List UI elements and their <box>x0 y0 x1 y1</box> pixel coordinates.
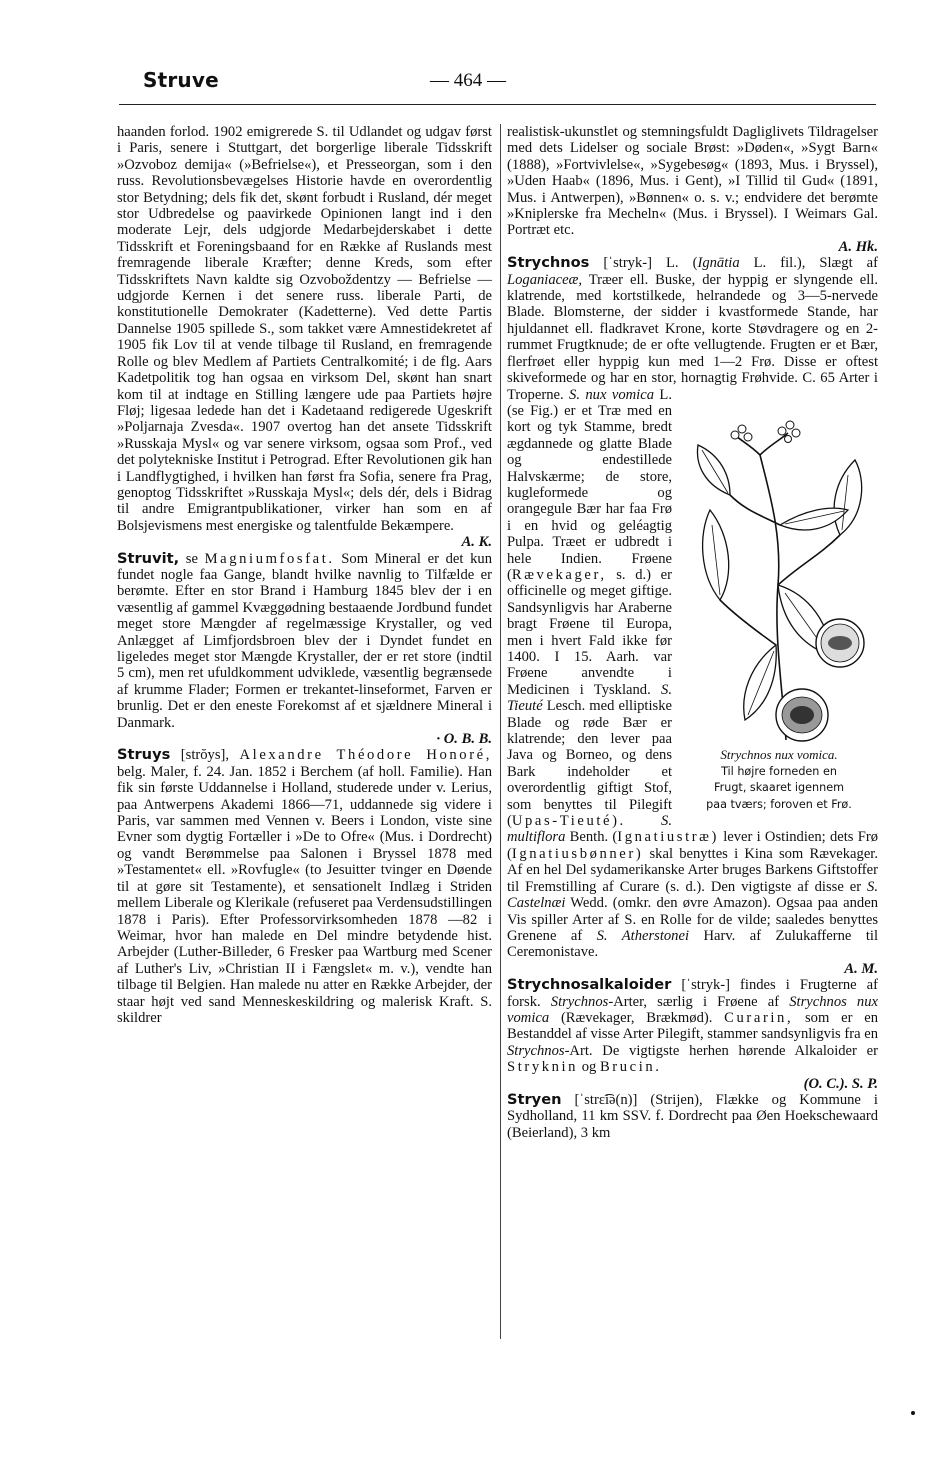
entry-text: Loganiaceæ, <box>507 271 582 288</box>
person-name: Alexandre Théodore Honoré, <box>239 747 492 764</box>
entry-text: Strychnos <box>507 1042 565 1059</box>
cross-reference: Rævekager, <box>511 566 607 583</box>
entry-strychnosalkaloider <box>507 977 878 1075</box>
spaced-term: Upas-Tieuté). <box>511 813 626 830</box>
entry-text: (Rævekager, Brækmød). <box>549 1009 725 1026</box>
right-column <box>507 124 878 1141</box>
entry-text: S. Tieuté <box>507 681 672 715</box>
headword-struys: Struys <box>117 746 171 764</box>
entry-text: lever i Ostindien; dets Frø ( <box>507 829 878 862</box>
strychnos-figure <box>680 387 878 813</box>
entry-text: S. multiflora <box>507 813 672 846</box>
author-signature: A. K. <box>461 534 492 551</box>
spaced-term: Curarin, <box>724 1009 794 1026</box>
entry-text: Strychnos nux vomica <box>507 993 878 1026</box>
entry-text: Ignātia <box>697 255 740 272</box>
author-signature: (O. C.). S. P. <box>803 1075 878 1092</box>
spaced-term: Stryknin <box>507 1059 579 1076</box>
headword-stryen: Stryen <box>507 1090 562 1108</box>
figure-caption-line: Til højre forneden en <box>721 764 837 778</box>
entry-text: Harv. af Zulukafferne til Ceremonistave. <box>507 927 878 961</box>
figure-caption-line: paa tværs; foroven et Frø. <box>706 797 852 811</box>
pronunciation: [strŏys], <box>170 747 240 764</box>
running-head-word: Struve <box>143 68 219 92</box>
spaced-term: Ignatiustræ) <box>617 829 719 846</box>
header-rule <box>119 104 876 105</box>
entry-text <box>626 813 661 829</box>
entry-text: realistisk-ukunstlet og stemningsfuldt Dagliglivets Tildragelser med dets Lidelser og sociale Brøst: »Døden«, »Sygt Barn« (1888), »Fortvivlelse«, »Sygebesøg« (1893, Mus. i Bryssel), »Uden Haab« (1896, Mus. i Gent), »I Tillid til Gud« (1891, Mus. i Antwerpen), »Bønnen« o. s. v.; endvidere det berømte »Kniplerske fra Mecheln« (Mus. i Bryssel). I Weimars Gal. Portræt etc. <box>507 124 878 239</box>
column-divider <box>500 124 501 1339</box>
entry-text: og <box>578 1059 600 1076</box>
cross-reference: Magniumfosfat. <box>204 550 335 567</box>
author-signature: A. M. <box>844 960 878 977</box>
strychnos-plant-illustration <box>690 415 868 747</box>
entry-text: -Art. De vigtigste herhen hørende Alkaloider er <box>564 1042 878 1059</box>
entry-text: Træer ell. Buske, der hyppig er slyngende ell. klatrende, med kortstilkede, helrandede og 3—5-nervede Blade. Blomsterne, der sidder i kvastformede Stande, har hjuldannet ell. fladkravet Krone, korte Støvdragere og en 2-rummet Frugtknude; de er ofte vellugtende. Frugten er et Bær, flerfrøet eller hyppig kun med 1—2 Frø. Disse er oftest skiveformede og har en stor, hornagtig Frøhvide. C. 65 Arter i Troperne. <box>507 271 878 403</box>
author-signature: · O. B. B. <box>436 731 492 748</box>
entry-text: Lesch. med elliptiske Blade og røde Bær er klatrende; den lever paa Java og Borneo, og dens Bark indeholder et overordentlig giftigt Stof, som benyttes til Pilegift ( <box>507 698 672 830</box>
spaced-term: Brucin. <box>599 1059 662 1076</box>
headword-struvit: Struvit, <box>117 549 180 567</box>
author-signature: A. Hk. <box>838 238 878 255</box>
entry-text: Benth. ( <box>565 829 618 846</box>
entry-struvit <box>117 551 492 731</box>
entry-text: [ˈstrɛ͡iə(n)] (Strijen), Flække og Kommune i Sydholland, 11 km SSV. f. Dordrecht paa Øen Hoekschewaard (Beierland), 3 km <box>507 1091 878 1141</box>
entry-text: som er en Bestanddel af visse Arter Pilegift, stammer sandsynligvis fra en <box>507 1009 878 1043</box>
figure-caption <box>706 746 852 811</box>
entry-text: L. (se Fig.) er et Træ med en kort og tyk Stamme, bredt ægdannede og glatte Blade og endestillede Halvskærme; de store, kugleformede og orangegule Bær har faa Frø i en hvid og geléagtig Pulpa. Træet er udbredt i hele Indien. Frøene ( <box>507 386 672 583</box>
entry-text: belg. Maler, f. 24. Jan. 1852 i Berchem (af holl. Familie). Han fik sin første Uddannelse i Holland, studerede under v. Lerius, paa Antwerpens Akademi 1866—71, uddannede sig videre i Paris, var sammen med Vennen v. Beers i London, viste sine Evner som dygtig Fortæller i »De to Ofre« (Mus. i Dordrecht) og vandt Berømmelse paa Salonen i Bryssel 1878 med »Testamentet« ell. »Rovfugle« (to Jesuitter tvinger en Døende til at gøre sit Testamente), et sensationelt Indlæg i Striden mellem Liberale og Klerikale (refuseret paa Verdensudstillingen 1878 i Paris). Efter Professorvirksomheden 1878 —82 i Weimar, hvor han malede en Del mindre betydende hist. Arbejder (Luther-Billeder, 6 Fresker paa Wartburg med Scener af Luther's Liv, »Christian II i Fængslet« m. v.), vendte han tilbage til Belgien. Han malede nu atter en Række Arbejder, der staar højt ved sand Menneskeskildring og malerisk Kraft. S. skildrer <box>117 763 492 1026</box>
entry-text: S. Castelnæi <box>507 878 878 912</box>
headword-strychnosalkaloider: Strychnosalkaloider <box>507 976 672 994</box>
entry-text: Som Mineral er det kun fundet nogle faa Gange, blandt hvilke navnlig to Tilfælde er berømte. Efter en stor Brand i Hamburg 1845 blev der i en væsentlig af gammel Kvæggødning bestaaende Jordbund fundet meget store Mængder af regelmæssige Krystaller, og ved Anlægget af Limfjordsbroen blev der i Dyndet fundet en ligeledes meget stor Mængde Krystaller, der er ret store (indtil 5 cm), men ret ufuldkomment udviklede, væsentlig begrænsede af krumme Flader; Formen er trekantet-linseformet, Farven er brunlig. Det er den eneste Forekomst af et sjældnere Mineral i Danmark. <box>117 550 492 731</box>
figure-title: Strychnos nux vomica. <box>720 746 838 762</box>
print-mark <box>911 1411 915 1415</box>
entry-text: Wedd. (omkr. den øvre Amazon). Ogsaa paa anden Vis spiller Arter af S. en Rolle for de vilde; saaledes benyttes Grenene af <box>507 895 878 944</box>
entry-text: [ˈstryk-] findes i Frugterne af forsk. <box>507 977 878 1010</box>
entry-text: -Arter, særlig i Frøene af <box>608 993 790 1010</box>
entry-struys <box>117 747 492 1026</box>
left-column <box>117 124 492 1026</box>
entry-text: L. fil.), Slægt af <box>739 255 878 272</box>
spaced-term: Ignatiusbønner) <box>511 845 644 862</box>
entry-text: skal benyttes i Kina som Rævekager. Af en hel Del sydamerikanske Arter bruges Barkens Giftstoffer til Fremstilling af Curare (s. d.). Den vigtigste af disse er <box>507 845 878 895</box>
entry-strychnos <box>507 255 878 960</box>
entry-struys-continuation <box>507 124 878 239</box>
entry-text: S. Atherstonei <box>596 927 690 944</box>
entry-text: haanden forlod. 1902 emigrerede S. til Udlandet og udgav først i Paris, senere i Stuttgart, det borgerlige liberale Tidsskrift »Ozvoboz demija« (»Befrielse«), et Presseorgan, som i den russ. Revolutionsbevægelses Historie havde en overordentlig stor Betydning; dels fik det, skønt forbudt i Rusland, dér meget stor Udbredelse og paavirkede Opinionen langt ind i den moderate Lejr, dels udgjorde Medarbejderskabet i dette Tidsskrift et Foreningsbaand for en Række af Ruslands mest fremragende liberale Kræfter; denne Kreds, som efter Tidsskriftets Navn kaldte sig Ozvoboždentzy — Befrielse — udgjorde Kernen i det senere russ. liberale Parti, de konstitutionelle Demokrater (Kadetterne). Ved dette Partis Dannelse 1905 spillede S., som takket være Amnestidekretet af 1905 fik Lov til at vende tilbage til Rusland, en fremragende Rolle og blev Medlem af Partiets Centralkomité; i de flg. Aars Kadetpolitik tog han ogsaa en virksom Del, skønt han snart kom til at indtage en Stilling længere ude paa Partiets højre Fløj; ligesaa ledede han det i Kadetaand redigerede Ugeskrift »Poljarnaja Zvesda«. 1907 overtog han det ansete Tidsskrift »Russkaja Mysl« og var senere virksom, ogsaa som Prof., ved det polytekniske Institut i Petrograd. Efter Revolutionen gik han i Landflygtighed, i hvilken han først fra Sofia, senere fra Prag, genoptog Tidsskriftet »Russkaja Mysl«; dels dér, dels i Bidrag til andre Emigrantpublikationer, virker han som en af Bolsjevismens mest energiske og talentfulde Bekæmpere. <box>117 124 492 534</box>
entry-text: Strychnos <box>550 993 609 1010</box>
entry-stryen <box>507 1092 878 1141</box>
entry-text: s. d.) er officinelle og meget giftige. Sandsynligvis har Araberne bragt Frøene til Europa, men i hvert Fald ikke før 1400. I 15. Aarh. var Frøene anvendte i Medicinen i Tyskland. <box>507 566 672 698</box>
figure-caption-line: Frugt, skaaret igennem <box>714 781 844 795</box>
headword-strychnos: Strychnos <box>507 254 590 272</box>
entry-text: S. nux vomica <box>569 386 655 403</box>
entry-text: [ˈstryk-] L. ( <box>589 255 698 272</box>
page-number: — 464 — <box>430 70 506 91</box>
entry-struve-continuation <box>117 124 492 534</box>
entry-text: se <box>179 550 205 567</box>
